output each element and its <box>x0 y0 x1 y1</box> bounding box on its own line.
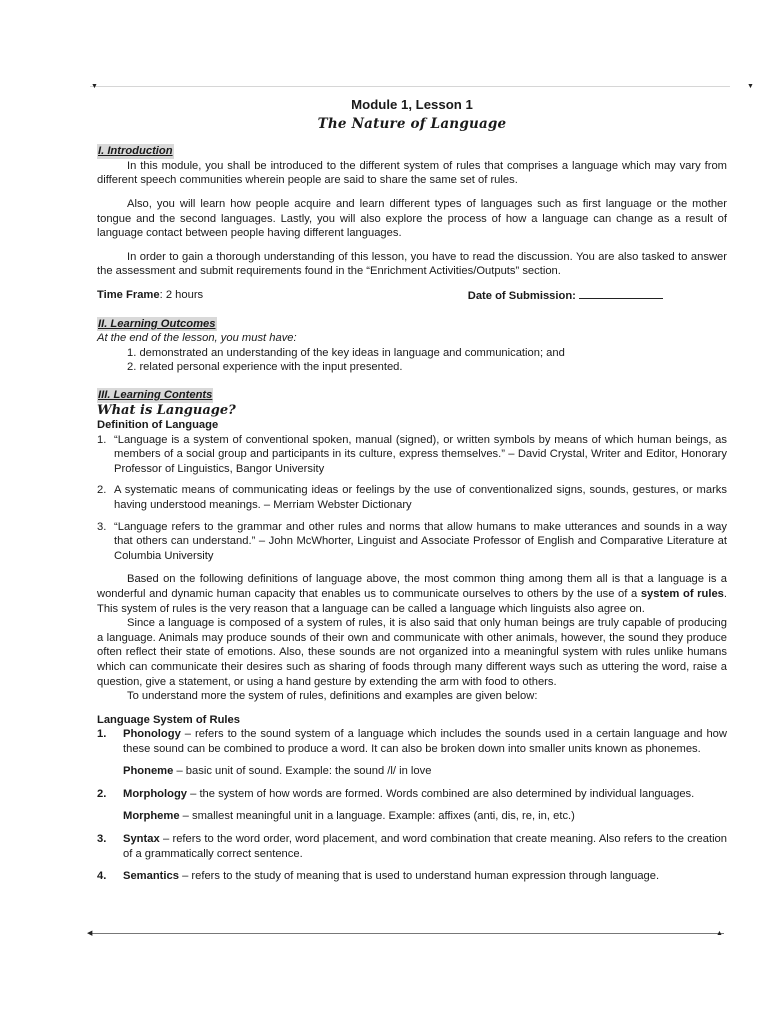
definition-text: “Language refers to the grammar and other rules and norms that allow humans to make utterances and sounds in a way that others can understand.” – John McWhorter, Linguist and Associate Professor of English and Comparative Literature at Columbia University <box>114 520 727 562</box>
rule-item <box>97 832 727 861</box>
page-bottom-rule <box>90 933 724 934</box>
outcome-item: 1. demonstrated an understanding of the key ideas in language and communication; and <box>127 346 565 359</box>
outcome-item: 2. related personal experience with the input presented. <box>127 361 403 374</box>
definition-item <box>97 520 727 564</box>
rule-term: Syntax <box>123 833 160 846</box>
submission-label: Date of Submission: <box>467 289 576 302</box>
definition-number: 1. <box>97 433 107 446</box>
rule-item <box>97 787 727 802</box>
intro-paragraph-1: In this module, you shall be introduced to the different system of rules that comprises a language which may vary from different speech communities wherein people are said to share the same set of rules. <box>97 159 727 187</box>
corner-marker-top-right: ▼ <box>747 83 754 90</box>
definition-text: A systematic means of communicating ideas or feelings by the use of conventionalized signs, sounds, gestures, or marks having understood meanings. – Merriam Webster Dictionary <box>114 484 727 512</box>
document-page <box>97 96 727 883</box>
time-frame-label: Time Frame <box>97 288 160 301</box>
introduction-heading: I. Introduction <box>98 145 173 158</box>
rule-number: 2. <box>97 788 107 801</box>
corner-marker-bottom-right: ▲ <box>716 930 723 937</box>
definition-item <box>97 433 727 477</box>
system-heading: Language System of Rules <box>97 713 240 726</box>
rule-text: – refers to the study of meaning that is used to understand human expression through language. <box>178 869 660 882</box>
rule-term: Semantics <box>123 869 179 882</box>
time-frame-value: : 2 hours <box>159 288 204 301</box>
corner-marker-top-left: ▼ <box>91 83 98 90</box>
submission-blank-line[interactable] <box>579 288 663 299</box>
outcomes-heading: II. Learning Outcomes <box>98 317 216 330</box>
module-title: Module 1, Lesson 1 <box>351 97 473 112</box>
phoneme-text: – basic unit of sound. Example: the sound /l/ in love <box>173 764 432 777</box>
phoneme-term: Phoneme <box>123 764 174 777</box>
based-paragraph-part: Based on the following definitions of language above, the most common thing among them all is that a language is a wonderful and dynamic human capacity that enables us to communicate ourselves to others by the use of a <box>97 573 727 601</box>
rule-number: 3. <box>97 833 107 846</box>
intro-paragraph-2: Also, you will learn how people acquire and learn different types of languages such as first language or the mother tongue and the second languages. Lastly, you will also explore the process of how a language can change as a result of language contact between people having different languages. <box>97 197 727 240</box>
rule-number: 4. <box>97 869 107 882</box>
morpheme-definition <box>97 809 727 824</box>
morpheme-term: Morpheme <box>123 809 180 822</box>
submission-date <box>468 288 663 304</box>
rule-item <box>97 869 727 884</box>
contents-heading: III. Learning Contents <box>98 388 213 401</box>
definition-text: “Language is a system of conventional spoken, manual (signed), or written symbols by means of which human beings, as members of a social group and participants in its culture, express themselves.” – David Crystal, Writer and Editor, Honorary Professor of Linguistics, Bangor University <box>114 433 727 475</box>
based-paragraph-part: . This system of rules is the very reason that a language can be called a language which linguists also agree on. <box>97 588 727 615</box>
contents-subtitle: What is Language? <box>97 402 236 418</box>
rule-text: – refers to the sound system of a language which includes the sounds used in a certain language and how these sound can be combined to produce a word. It can also be broken down into smaller units known as phonemes. <box>123 728 727 755</box>
morpheme-text: – smallest meaningful unit in a language. Example: affixes (anti, dis, re, in, etc.) <box>179 809 575 822</box>
phoneme-definition <box>97 764 727 779</box>
lesson-title: The Nature of Language <box>317 115 507 132</box>
definition-number: 2. <box>97 484 107 497</box>
understand-paragraph: To understand more the system of rules, definitions and examples are given below: <box>127 690 538 703</box>
page-top-rule <box>90 86 730 87</box>
rule-number: 1. <box>97 728 107 741</box>
rule-text: – refers to the word order, word placement, and word combination that create meaning. Also refers to the creation of a grammatically correct sentence. <box>123 833 727 860</box>
definition-item <box>97 483 727 512</box>
definition-heading: Definition of Language <box>97 419 219 432</box>
time-frame-row <box>97 288 727 304</box>
definition-number: 3. <box>97 520 107 533</box>
rule-text: – the system of how words are formed. Words combined are also determined by individual languages. <box>187 788 695 801</box>
rule-item <box>97 727 727 756</box>
time-frame <box>97 288 203 304</box>
rule-term: Morphology <box>123 788 188 801</box>
since-paragraph: Since a language is composed of a system of rules, it is also said that only human beings are truly capable of producing a language. Animals may produce sounds of their own and communicate with other animals, however, the sound they produce often reflect their state of emotions. Also, these sounds are not organized into a meaningful system with rules unlike humans which can communicate their desires such as sharing of foods through many different ways such as uttering the word, raise a question, give a statement, or using a hand gesture by extending the arm with food to others. <box>97 617 727 688</box>
based-paragraph <box>97 572 727 616</box>
rule-term: Phonology <box>123 728 181 741</box>
outcomes-lead: At the end of the lesson, you must have: <box>97 332 297 345</box>
system-of-rules-emphasis: system of rules <box>640 588 724 601</box>
corner-marker-bottom-left: ◀ <box>87 930 93 937</box>
intro-paragraph-3: In order to gain a thorough understanding of this lesson, you have to read the discussion. You are also tasked to answer the assessment and submit requirements found in the “Enrichment Activities/Outputs” section. <box>97 250 727 278</box>
